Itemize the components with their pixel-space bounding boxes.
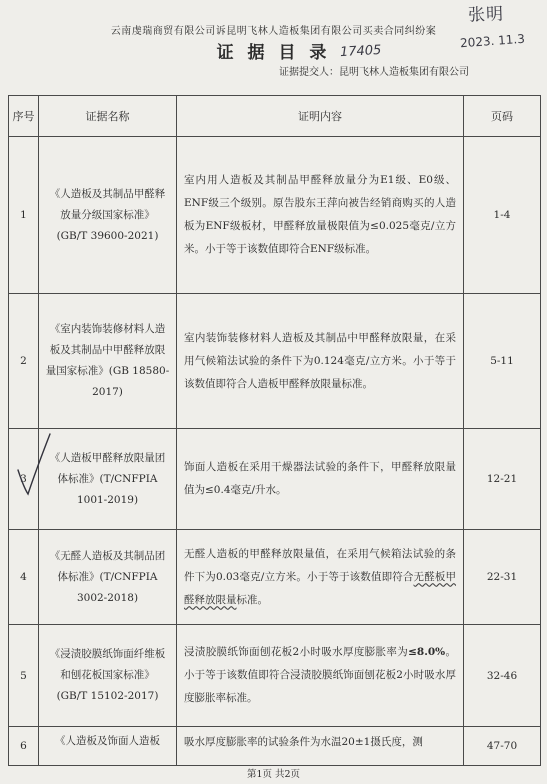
row-no: 5 [9,625,39,727]
table-row [9,625,541,727]
header-content: 证明内容 [177,96,464,137]
row-proof-content: 吸水厚度膨胀率的试验条件为水温20±1摄氏度，测 [177,727,464,766]
document-title: 证 据 目 录 [216,43,331,63]
case-title: 云南虔瑞商贸有限公司诉昆明飞林人造板集团有限公司买卖合同纠纷案 [110,26,437,37]
content-text: 无醛人造板的甲醛释放限量值，在采用气候箱法试验的条件下为0.03毫克/立方米。小于等于该数值即符合 [184,547,456,583]
row-proof-content [177,530,464,625]
handwritten-check-mark-icon [14,430,54,500]
row-page-range: 32-46 [464,625,541,727]
content-text: 标准。 [236,593,268,606]
row-proof-content: 饰面人造板在采用干燥器法试验的条件下，甲醛释放限量值为≤0.4毫克/升水。 [177,429,464,530]
row-page-range: 5-11 [464,294,541,429]
row-evidence-name: 《人造板及其制品甲醛释放量分级国家标准》(GB/T 39600-2021) [39,137,177,294]
underlined-text: 无醛板甲醛释放限量 [184,570,456,606]
submitter-line: 证据提交人：昆明飞林人造板集团有限公司 [279,67,469,78]
row-proof-content: 室内装饰装修材料人造板及其制品中甲醛释放限量，在采用气候箱法试验的条件下为0.124毫克/立方米。小于等于该数值即符合人造板甲醛释放限量标准。 [177,294,464,429]
header-page: 页码 [464,96,541,137]
table-row [9,530,541,625]
header-no: 序号 [9,96,39,137]
table-row [9,294,541,429]
header-name: 证据名称 [39,96,177,137]
row-page-range: 47-70 [464,727,541,766]
content-text: 浸渍胶膜纸饰面刨花板2小时吸水厚度膨胀率为 [184,646,409,658]
handwritten-date: 2023. 11.3 [459,31,526,51]
row-proof-content [177,625,464,727]
evidence-table [8,95,541,766]
row-evidence-name: 《浸渍胶膜纸饰面纤维板和刨花板国家标准》(GB/T 15102-2017) [39,625,177,727]
row-no: 2 [9,294,39,429]
table-row [9,137,541,294]
row-page-range: 12-21 [464,429,541,530]
row-page-range: 22-31 [464,530,541,625]
page-indicator: 第1页 共2页 [246,769,301,780]
content-text: 。小于等于该数值即符合浸渍胶膜纸饰面刨花板2小时吸水厚度膨胀率标准。 [184,646,456,704]
row-evidence-name: 《人造板及饰面人造板 [39,727,177,766]
table-header-row [9,96,541,137]
handwritten-signature: 张明 [467,4,505,26]
row-page-range: 1-4 [464,137,541,294]
handwritten-number: 17405 [339,42,382,61]
bold-value: ≤8.0% [408,646,446,658]
table-row [9,429,541,530]
row-evidence-name: 《人造板甲醛释放限量团体标准》(T/CNFPIA 1001-2019) [39,429,177,530]
table-row [9,727,541,766]
row-evidence-name: 《室内装饰装修材料人造板及其制品中甲醛释放限量国家标准》(GB 18580-2017) [39,294,177,429]
row-no: 4 [9,530,39,625]
row-no: 6 [9,727,39,766]
row-no: 1 [9,137,39,294]
row-no: 3 [9,429,39,530]
row-proof-content: 室内用人造板及其制品甲醛释放量分为E1级、E0级、ENF级三个级别。原告股东王萍向被告经销商购买的人造板为ENF级板材，甲醛释放量极限值为≤0.025毫克/立方米。小于等于该数值即符合ENF级标准。 [177,137,464,294]
row-evidence-name: 《无醛人造板及其制品团体标准》(T/CNFPIA 3002-2018) [39,530,177,625]
